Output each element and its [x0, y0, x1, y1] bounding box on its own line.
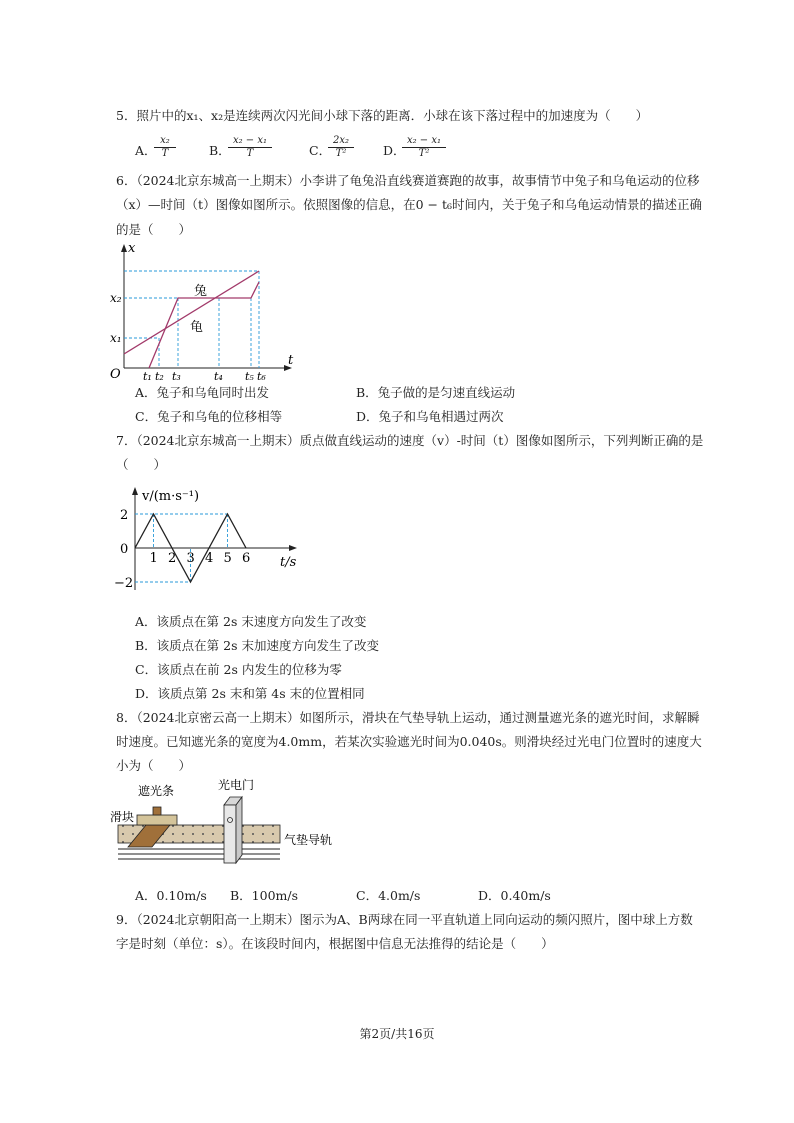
q5-option-d-fraction — [402, 135, 446, 160]
q7-x-tick-label: 3 — [186, 551, 195, 566]
q6-turtle-label: 龟 — [190, 320, 204, 335]
q8-option-c: C．4.0m/s — [356, 888, 421, 903]
q6-tick-t2: t₂ — [155, 370, 164, 380]
q5-option-c-den: T² — [335, 148, 347, 159]
q8-slider-label: 滑块 — [110, 810, 135, 824]
q8-stem-line2: 时速度。已知遮光条的宽度为4.0mm，若某次实验遮光时间为0.040s。则滑块经过光电门位置时的速度大 — [116, 734, 702, 749]
q8-stem-line1: 8．（2024北京密云高一上期末）如图所示，滑块在气垫导轨上运动，通过测量遮光条的遮光时间，求解瞬 — [116, 710, 700, 725]
q8-shade-strip — [153, 807, 161, 815]
q8-option-d: D．0.40m/s — [478, 888, 551, 903]
q8-gate-label: 光电门 — [218, 778, 255, 792]
q6-tick-t4: t₄ — [214, 370, 223, 380]
q6-xt-graph — [108, 240, 308, 380]
q5-option-b-num: x₂ − x₁ — [228, 135, 272, 148]
q6-tick-t6: t₆ — [257, 370, 266, 380]
q7-x-axis-arrow — [289, 545, 297, 551]
q7-option-c: C．该质点在前 2s 内发生的位移为零 — [135, 662, 342, 677]
q5-option-b-fraction — [228, 135, 272, 160]
q7-x-tick-label: 6 — [242, 551, 251, 566]
q6-tick-t5: t₅ — [245, 370, 254, 380]
q7-y-tick-label: −2 — [114, 576, 134, 591]
q7-option-a: A．该质点在第 2s 末速度方向发生了改变 — [135, 614, 367, 629]
q7-stem-line2: （ ） — [116, 457, 167, 472]
q5-option-c-num: 2x₂ — [328, 135, 354, 148]
q5-stem: 5．照片中的x₁、x₂是连续两次闪光间小球下落的距离．小球在该下落过程中的加速度为（ ） — [116, 108, 649, 123]
q5-option-c-fraction — [328, 135, 354, 160]
page-footer: 第2页/共16页 — [359, 1027, 435, 1041]
q7-ticks — [114, 508, 250, 591]
q6-tick-t1: t₁ — [143, 370, 152, 380]
q8-shade-label: 遮光条 — [138, 784, 175, 798]
q6-tick-x1: x₁ — [110, 331, 122, 345]
q7-y-tick-label: 2 — [120, 508, 129, 523]
q7-x-tick-label: 4 — [205, 551, 214, 566]
q6-stem-line1: 6．（2024北京东城高一上期末）小李讲了龟兔沿直线赛道赛跑的故事，故事情节中兔子和乌龟运动的位移 — [116, 173, 700, 188]
q6-option-d: D．兔子和乌龟相遇过两次 — [356, 409, 504, 424]
q6-stem-line2: （x）—时间（t）图像如图所示。依照图像的信息，在0 − t₆时间内，关于兔子和乌龟运动情景的描述正确 — [116, 197, 702, 212]
q7-x-tick-label: 1 — [149, 551, 158, 566]
q6-tick-t3: t₃ — [172, 370, 181, 380]
q6-x-axis-label: t — [288, 353, 294, 368]
q7-y-axis-arrow — [132, 487, 138, 495]
q5-option-d-num: x₂ − x₁ — [402, 135, 446, 148]
q6-stem-line3: 的是（ ） — [116, 222, 192, 237]
q8-option-b: B．100m/s — [230, 888, 299, 903]
q8-gate-side — [236, 797, 242, 863]
q6-option-a: A．兔子和乌龟同时出发 — [135, 385, 270, 400]
q7-option-b: B．该质点在第 2s 末加速度方向发生了改变 — [135, 638, 380, 653]
q6-turtle-line — [124, 271, 259, 354]
q6-y-axis-label: x — [128, 241, 136, 256]
q5-option-c-label: C． — [309, 143, 332, 158]
q7-option-d: D．该质点第 2s 末和第 4s 末的位置相同 — [135, 686, 365, 701]
q6-y-axis-arrow — [121, 244, 127, 252]
q7-vt-chart — [108, 484, 308, 594]
q7-y-tick-label: 0 — [120, 542, 129, 557]
q5-option-a-fraction — [154, 135, 176, 160]
q5-option-b-den: T — [246, 148, 254, 159]
q7-x-tick-label: 5 — [223, 551, 232, 566]
q6-tick-x2: x₂ — [110, 291, 122, 305]
q8-option-a: A．0.10m/s — [135, 888, 207, 903]
q7-x-tick-label: 2 — [168, 551, 177, 566]
q6-origin-label: O — [110, 367, 121, 380]
q8-slider-top — [137, 815, 177, 825]
q5-option-d-label: D． — [383, 143, 406, 158]
q6-option-c: C．兔子和乌龟的位移相等 — [135, 409, 283, 424]
q5-option-a-label: A． — [135, 143, 157, 158]
q7-y-axis-label: v/(m·s⁻¹) — [142, 489, 200, 504]
q6-rabbit-label: 兔 — [194, 284, 208, 299]
q5-option-a-den: T — [161, 148, 169, 159]
q9-stem-line2: 字是时刻（单位：s）。在该段时间内，根据图中信息无法推得的结论是（ ） — [116, 936, 554, 951]
q5-option-a-num: x₂ — [154, 135, 176, 148]
q5-option-d-den: T² — [418, 148, 430, 159]
q5-option-b-label: B． — [209, 143, 231, 158]
q7-x-axis-label: t/s — [280, 555, 297, 570]
q7-stem-line1: 7．（2024北京东城高一上期末）质点做直线运动的速度（v）-时间（t）图像如图所示，下列判断正确的是 — [116, 433, 704, 448]
q8-stem-line3: 小为（ ） — [116, 758, 192, 773]
q8-rail-label: 气垫导轨 — [284, 833, 333, 847]
q6-option-b: B．兔子做的是匀速直线运动 — [356, 385, 516, 400]
q9-stem-line1: 9．（2024北京朝阳高一上期末）图示为A、B两球在同一平直轨道上同向运动的频闪照片，图中球上方数 — [116, 912, 693, 927]
q8-gate-post — [224, 805, 236, 863]
q8-airtrack-figure — [110, 775, 350, 870]
